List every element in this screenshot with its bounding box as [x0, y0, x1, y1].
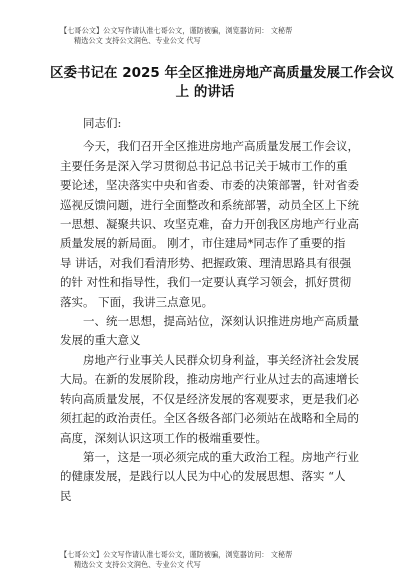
text-line: 质量发展的新局面。 刚才，市住建局*同志作了重要的指 — [60, 236, 346, 251]
title-line: 区委书记在 2025 年全区推进房地产高质量发展工作会议 — [50, 65, 394, 81]
footer-watermark-line-2: 精选公文 支持公文润色、专业公文 代写 — [74, 560, 201, 569]
text-line: 的健康发展，是践行以人民为中心的发展思想、落实 “人 — [60, 469, 346, 484]
text-line: 主要任务是深入学习贯彻总书记总书记关于城市工作的重 — [60, 158, 348, 173]
text-line: 第一，这是一项必须完成的重大政治工程。房地产行业 — [83, 449, 359, 464]
paragraph-first-point — [60, 448, 359, 506]
text-line: 发展的重大意义 — [60, 333, 141, 348]
text-line: 转向高质量发展，不仅是经济发展的客观要求，更是我们必 — [60, 391, 359, 406]
salutation: 同志们: — [83, 116, 122, 130]
text-line: 高度，深刻认识这项工作的极端重要性。 — [60, 430, 267, 445]
text-line: 民 — [60, 488, 72, 503]
section-heading-1 — [60, 312, 359, 351]
text-line: 要论述，坚决落实中央和省委、市委的决策部署，针对省委 — [60, 178, 359, 193]
paragraph-significance — [60, 351, 359, 448]
text-line: 须扛起的政治责任。全区各级各部门必须站在战略和全局的 — [60, 411, 359, 426]
text-line: 落实。 下面，我讲三点意见。 — [60, 294, 214, 309]
document-title — [50, 64, 394, 102]
paragraph-intro — [60, 137, 359, 312]
text-line: 一、统一思想，提高站位，深刻认识推进房地产高质量 — [83, 314, 359, 329]
footer-watermark-line-1: 【七哥公文】公文写作请认准七哥公文，谨防被骗，浏览器访问： 文秘帮 — [60, 550, 293, 559]
text-line: 今天，我们召开全区推进房地产高质量发展工作会议， — [83, 139, 359, 154]
header-watermark-line-2: 精选公文 支持公文润色、专业公文 代写 — [74, 36, 201, 45]
text-line: 巡视反馈问题，进行全面整改和系统部署，动员全区上下统 — [60, 197, 359, 212]
text-line: 一思想、凝聚共识、攻坚克难，奋力开创我区房地产行业高 — [60, 217, 359, 232]
text-line: 房地产行业事关人民群众切身利益，事关经济社会发展 — [83, 352, 359, 367]
text-line: 大局。在新的发展阶段，推动房地产行业从过去的高速增长 — [60, 372, 359, 387]
header-watermark-line-1: 【七哥公文】公文写作请认准七哥公文，谨防被骗，浏览器访问： 文秘帮 — [60, 26, 293, 35]
document-body — [60, 114, 359, 506]
text-line: 的针 对性和指导性，我们一定要认真学习领会，抓好贯彻 — [60, 275, 352, 290]
title-line: 上 的讲话 — [175, 84, 235, 100]
text-line: 导 讲话，对我们看清形势、把握政策、理清思路具有很强 — [60, 255, 352, 270]
